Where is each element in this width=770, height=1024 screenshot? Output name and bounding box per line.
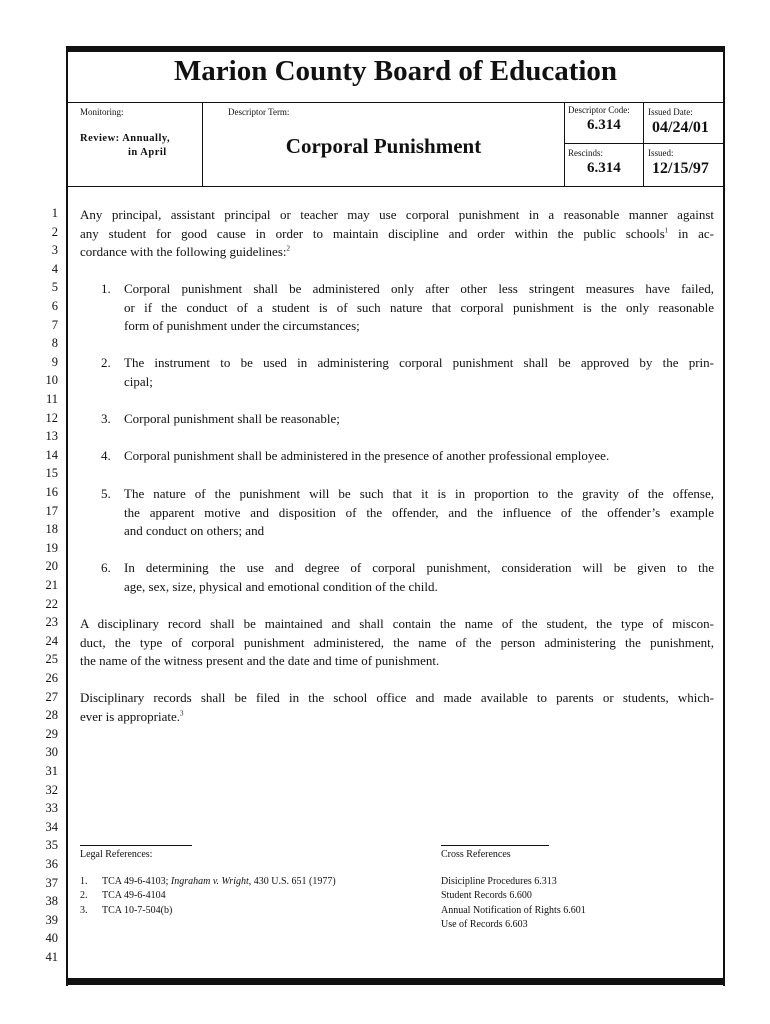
left-border [66, 46, 68, 986]
guideline-item: Corporal punishment shall be administered only after other less stringent measures have failed, or if the conduct of a student is of such nature that corporal punishment is the only reasonable form of punishment under the circumstances; [124, 281, 714, 334]
line-number: 13 [45, 429, 58, 444]
line-number: 37 [45, 875, 58, 890]
line-number: 39 [45, 912, 58, 927]
item-number: 1. [101, 281, 111, 296]
footnote-marker: 3 [179, 709, 184, 718]
cross-reference-item: Student Records 6.600 [441, 890, 532, 902]
item-number: 4. [101, 448, 111, 463]
line-number: 11 [45, 392, 58, 406]
line-number: 22 [45, 596, 58, 611]
line-number: 27 [45, 689, 58, 704]
issued-label: Issued: [648, 148, 674, 158]
footnote-marker: 1 [664, 226, 669, 235]
line-number: 20 [45, 559, 58, 574]
bottom-border [66, 978, 725, 985]
line-number: 3 [51, 243, 58, 258]
intro-line: Any principal, assistant principal or teacher may use corporal punishment in a reasonable manner against [80, 207, 714, 222]
rescinds-label: Rescinds: [568, 148, 603, 158]
line-number: 23 [45, 615, 58, 630]
issued-original-date: 12/15/97 [652, 160, 709, 177]
intro-line: any student for good cause in order to maintain discipline and order within the public schools$^1$ in ac- [80, 225, 715, 241]
legal-rule [80, 845, 192, 846]
descriptor-term-label: Descriptor Term: [228, 107, 290, 117]
cross-references-list [441, 875, 586, 933]
intro-line: cordance with the following guidelines:$^2$ [80, 244, 291, 260]
line-number: 7 [51, 317, 58, 332]
line-number: 38 [45, 894, 58, 909]
item-number: 2. [101, 355, 111, 370]
legal-reference-item: 3. TCA 10-7-504(b) [80, 904, 173, 916]
header-col-divider-2 [564, 102, 565, 186]
line-number: 17 [45, 503, 58, 518]
line-number: 33 [45, 801, 58, 816]
legal-references-list [80, 875, 336, 918]
line-number: 12 [45, 410, 58, 425]
line-number: 40 [45, 931, 58, 946]
guideline-item: Corporal punishment shall be administered in the presence of another professional employee. [124, 448, 610, 463]
cross-reference-item: Use of Records 6.603 [441, 919, 528, 931]
item-number: 5. [101, 486, 111, 501]
cross-reference-item: Annual Notification of Rights 6.601 [441, 904, 586, 916]
item-number: 6. [101, 560, 111, 575]
line-number: 19 [45, 540, 58, 555]
issued-date: 04/24/01 [652, 119, 709, 136]
cross-rule [441, 845, 549, 846]
document-title: Marion County Board of Education [173, 55, 618, 87]
descriptor-code-label: Descriptor Code: [568, 105, 630, 115]
filing-paragraph: Disciplinary records shall be filed in the school office and made available to parents or students, which- ever is appropriate.$^3$ [80, 690, 714, 724]
line-number: 14 [45, 447, 58, 462]
line-number: 9 [51, 354, 58, 369]
issued-date-label: Issued Date: [648, 107, 693, 117]
guideline-item: The instrument to be used in administering corporal punishment shall be approved by the prin- cipal; [124, 355, 714, 389]
right-border [723, 46, 725, 986]
line-number: 28 [45, 708, 58, 723]
line-number: 18 [45, 522, 58, 537]
line-number: 26 [45, 671, 58, 685]
line-number: 25 [45, 652, 58, 667]
descriptor-code: 6.314 [587, 117, 621, 133]
guideline-item: The nature of the punishment will be such that it is in proportion to the gravity of the offense, the apparent motive and disposition of the offender, and the influence of the offender’s example and conduct on others; and [124, 486, 714, 539]
header-bottom-divider [66, 186, 725, 187]
line-number: 10 [45, 373, 58, 388]
line-number: 32 [45, 782, 58, 797]
top-border [66, 46, 725, 52]
guideline-item: Corporal punishment shall be reasonable; [124, 411, 340, 426]
descriptor-term: Corporal Punishment [285, 134, 482, 158]
header-col-divider-3 [643, 102, 644, 186]
line-number: 1 [51, 206, 58, 220]
legal-reference-item: 2. TCA 49-6-4104 [80, 890, 166, 902]
line-number: 4 [51, 261, 58, 276]
line-number: 15 [45, 466, 58, 481]
monitoring-label: Monitoring: [80, 107, 124, 117]
header-row-divider [564, 143, 724, 144]
line-number: 8 [51, 336, 58, 351]
line-number: 16 [45, 485, 58, 499]
monitoring-value-1: Review: Annually, [80, 133, 171, 144]
footnote-marker: 2 [286, 245, 291, 254]
cross-reference-item: Disicipline Procedures 6.313 [441, 876, 557, 887]
line-number: 24 [45, 633, 58, 648]
title-divider [66, 102, 725, 103]
intro-paragraph [80, 206, 714, 262]
line-number: 6 [51, 299, 58, 313]
line-number: 41 [45, 950, 58, 964]
record-paragraph: A disciplinary record shall be maintained and shall contain the name of the student, the type of miscon- duct, the type of corporal punishment administered, the name of the person administering the punishment, the name of the witness present and the date and time of punishment. [80, 616, 714, 669]
line-number: 5 [51, 280, 58, 295]
legal-references-title: Legal References: [80, 849, 153, 860]
legal-reference-item: 1. TCA 49-6-4103; Ingraham v. Wright, 430 U.S. 651 (1977) [80, 876, 336, 887]
line-number: 36 [45, 857, 58, 871]
line-number: 31 [45, 764, 58, 778]
cross-references-title: Cross References [441, 849, 511, 860]
line-number: 35 [45, 838, 58, 853]
line-number: 2 [51, 224, 58, 239]
rescinds-code: 6.314 [587, 160, 621, 176]
line-number: 30 [45, 745, 58, 760]
guideline-item: In determining the use and degree of corporal punishment, consideration will be given to the age, sex, size, physical and emotional condition of the child. [124, 560, 714, 594]
item-number: 3. [101, 411, 111, 426]
line-number: 29 [45, 726, 58, 741]
monitoring-value-2: in April [128, 147, 167, 158]
line-number: 34 [45, 819, 58, 834]
line-number: 21 [45, 578, 58, 592]
